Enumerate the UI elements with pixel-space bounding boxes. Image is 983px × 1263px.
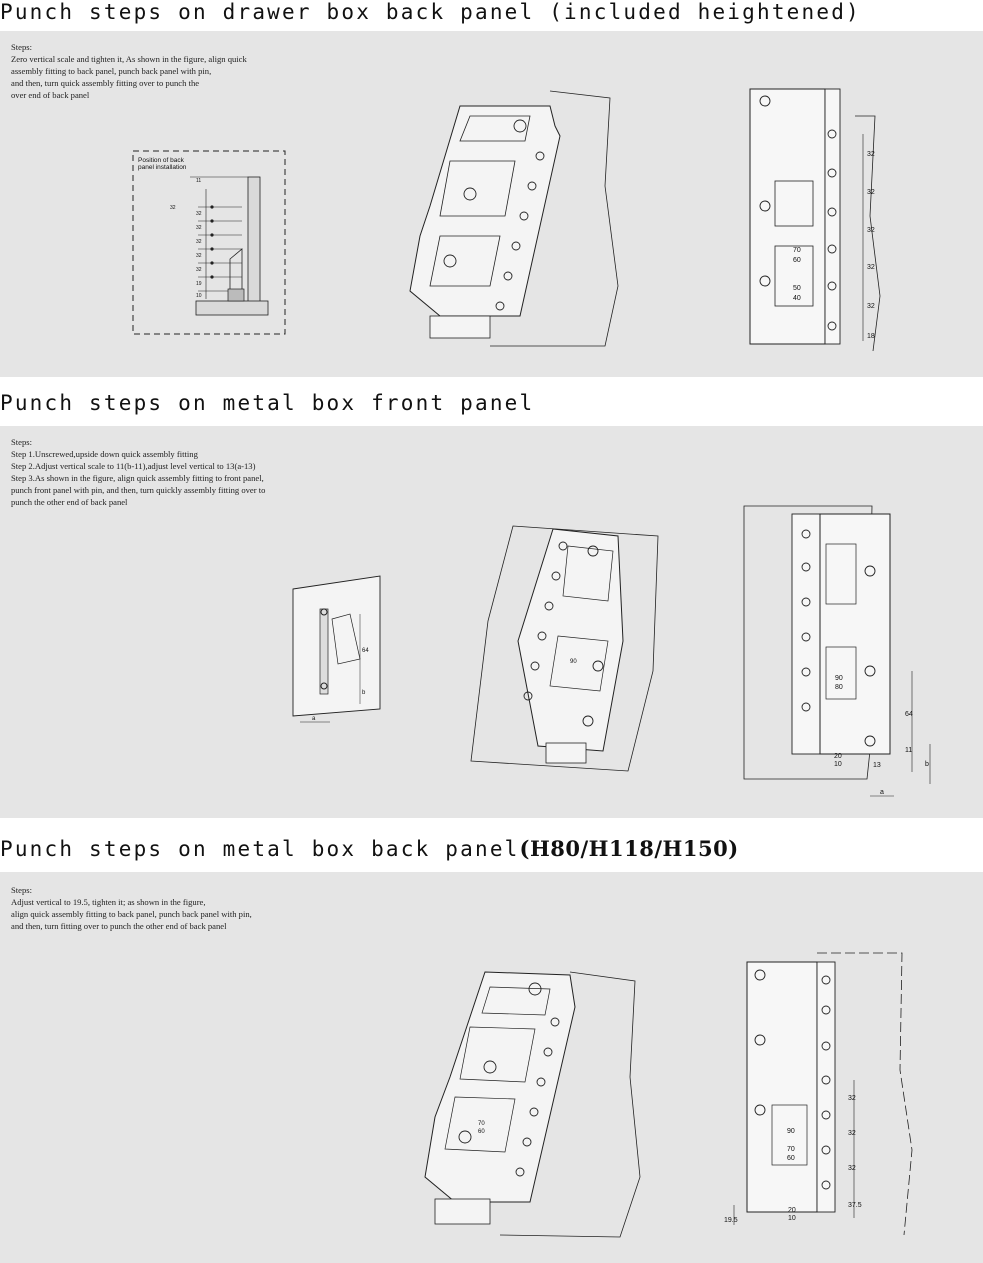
- scale-label: 20: [788, 1207, 796, 1214]
- dim-label: 32: [848, 1130, 856, 1137]
- scale-label: 60: [793, 257, 801, 264]
- side-label: 11: [196, 178, 202, 184]
- side-label: 32: [196, 211, 202, 217]
- dim-label: a: [880, 789, 884, 796]
- scale-label: 80: [835, 684, 843, 691]
- small-label: a: [312, 716, 316, 722]
- scale-label: 90: [787, 1128, 795, 1135]
- dim-label: 32: [848, 1165, 856, 1172]
- section1-panel: [0, 31, 983, 377]
- small-label: 64: [362, 648, 369, 654]
- step-line: assembly fitting to back panel, punch back panel with pin,: [11, 66, 212, 76]
- scale-label: 70: [793, 247, 801, 254]
- dim-label: 37.5: [848, 1202, 862, 1209]
- dim-label: 32: [848, 1095, 856, 1102]
- section2-title: Punch steps on metal box front panel: [0, 391, 535, 415]
- scale-label: 20: [834, 753, 842, 760]
- dim-label: 18: [867, 333, 875, 340]
- fitting-elevation-view-3: [722, 950, 922, 1235]
- step-line: Zero vertical scale and tighten it, As shown in the figure, align quick: [11, 54, 247, 64]
- dim-label: 32: [867, 151, 875, 158]
- step-line: Step 2.Adjust vertical scale to 11(b-11),adjust level vertical to 13(a-13): [11, 461, 256, 471]
- fitting-elevation-view-1: [735, 86, 895, 356]
- side-label: 32: [170, 205, 176, 211]
- side-label: 32: [196, 253, 202, 259]
- section3-steps: [11, 884, 252, 932]
- section3-panel: [0, 872, 983, 1263]
- side-label: 10: [196, 293, 202, 299]
- scale-label: 10: [788, 1215, 796, 1222]
- position-label-2: panel installation: [138, 164, 187, 171]
- dim-label: 64: [905, 711, 913, 718]
- front-panel-sketch: [290, 574, 390, 724]
- dim-label: 32: [867, 303, 875, 310]
- step-line: over end of back panel: [11, 90, 90, 100]
- steps-heading: Steps:: [11, 42, 33, 52]
- step-line: and then, turn fitting over to punch the other end of back panel: [11, 921, 227, 931]
- scale-label: 70: [478, 1121, 485, 1127]
- side-label: 32: [196, 239, 202, 245]
- step-line: punch the other end of back panel: [11, 497, 128, 507]
- section3-title-suffix: (H80/H118/H150): [519, 836, 739, 861]
- steps-heading: Steps:: [11, 437, 33, 447]
- side-label: 32: [196, 225, 202, 231]
- back-panel-position-diagram: [130, 149, 290, 339]
- scale-label: 10: [834, 761, 842, 768]
- side-label: 19: [196, 281, 202, 287]
- step-line: punch front panel with pin, and then, turn quickly assembly fitting over to: [11, 485, 266, 495]
- section1-title: Punch steps on drawer box back panel (included heightened): [0, 0, 861, 24]
- step-line: and then, turn quick assembly fitting over to punch the: [11, 78, 200, 88]
- fitting-isometric-view-1: [400, 86, 620, 346]
- section2-steps: [11, 436, 265, 508]
- step-line: Step 1.Unscrewed,upside down quick assembly fitting: [11, 449, 198, 459]
- scale-label: 90: [570, 659, 577, 665]
- small-label: b: [362, 690, 366, 696]
- section2-panel: [0, 426, 983, 818]
- dim-label: 32: [867, 189, 875, 196]
- scale-label: 70: [787, 1146, 795, 1153]
- step-line: align quick assembly fitting to back panel, punch back panel with pin,: [11, 909, 252, 919]
- scale-label: 60: [787, 1155, 795, 1162]
- fitting-elevation-view-2: [742, 504, 942, 804]
- side-label: 32: [196, 267, 202, 273]
- section1-steps: [11, 41, 247, 101]
- fitting-isometric-view-3: [410, 967, 640, 1237]
- dim-label: 32: [867, 227, 875, 234]
- dim-label: 32: [867, 264, 875, 271]
- steps-heading: Steps:: [11, 885, 33, 895]
- step-line: Step 3.As shown in the figure, align quick assembly fitting to front panel,: [11, 473, 264, 483]
- dim-label: 13: [873, 762, 881, 769]
- step-line: Adjust vertical to 19.5, tighten it; as shown in the figure,: [11, 897, 206, 907]
- section3-title: Punch steps on metal box back panel(H80/H118/H150): [0, 836, 739, 861]
- dim-label: b: [925, 761, 929, 768]
- scale-label: 90: [835, 675, 843, 682]
- position-label-1: Position of back: [138, 157, 184, 164]
- dim-label: 19.5: [724, 1217, 738, 1224]
- dim-label: 11: [905, 747, 913, 754]
- scale-label: 40: [793, 295, 801, 302]
- fitting-isometric-view-2: [468, 521, 668, 776]
- scale-label: 60: [478, 1129, 485, 1135]
- scale-label: 50: [793, 285, 801, 292]
